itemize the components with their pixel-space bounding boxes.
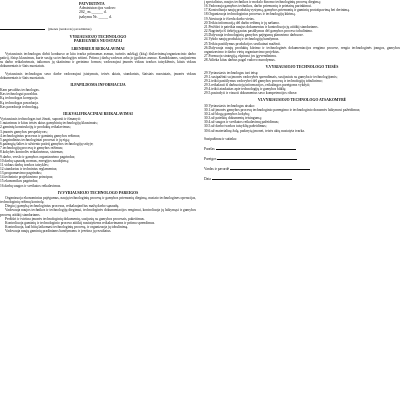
section-4-paragraph: Vadovauja naujų gaminių pradiniams bandymams ir įvertina jų rezultatus. (5, 229, 112, 234)
section-4-paragraph: Organizuoja ekonominius pajėgumus, naujų technologinių procesų ir gamybos priemonių diegimą, nustato technologines operacijas, technologinių režimų kontrolę. (0, 195, 196, 205)
section-3-item: 4.technologinius procesus ir gaminių gamybos režimus; (0, 133, 81, 138)
section-3-item: 7.technologijų procesų ir gamybos režimus; (0, 146, 63, 151)
section-4-paragraph: Kontroliuoja, kad būtų laikomasi technologinių procesų, ir organizuoja jų tobulinimą. (5, 225, 129, 230)
section-2-item: Kas technologui pavaldus. (0, 92, 39, 97)
duty-item: 25.Teikia pasiūlymus produkcijos savikainai mažinti. (204, 41, 281, 46)
rights-item: 29.1.susipažinti su įmonės vadovybės sprendimais, susijusiais su gamyba ir technologijomis; (204, 74, 338, 79)
section-1-heading: I.BENDRIEJI REIKALAVIMAI (71, 46, 125, 51)
rights-item: 29.3.reikalauti iš darbuotojų informacijos, reikalingos pareigoms vykdyti; (204, 83, 311, 88)
sign-row-name (204, 167, 400, 171)
right-column (204, 0, 400, 400)
sign-row-signature (204, 147, 400, 151)
section-3-intro: Vyriausiasis technologas turi žinoti, suprasti ir išmanyti: (0, 117, 81, 122)
approval-order: įsakymu Nr. _____ d. (79, 14, 112, 19)
responsibility-item: 30.Vyriausiasis technologas atsako: (204, 103, 256, 108)
sign-label: Parašas (204, 146, 215, 151)
section-3-item: 14.techninio projektavimo principus; (0, 175, 54, 180)
section-3-item: 8.kokybės kontrolės reikalavimus, sistemas; (0, 150, 64, 155)
section-2-item: Ką technologas koreguoja. (0, 96, 39, 101)
section-4-paragraph: Peržiūri ir tvirtina įmonės technologinių dokumentų, susijusių su gamybos procesais, pakeitimus. (5, 216, 145, 221)
rights-item: 29.Vyriausiasis technologas turi teisę: (204, 70, 259, 75)
sign-label: Vardas ir pavardė (204, 167, 230, 172)
title-line-2: PAREIGYBĖS NUOSTATAI (73, 39, 123, 44)
section-3-item: 3.įmonės gamybos perspektyvas; (0, 129, 48, 134)
section-3-item: 1.nutarimus ir kitus teisės aktus gamybinių technologijų klausimais; (0, 121, 98, 126)
approval-by: Administracijos vadovo (79, 6, 116, 11)
responsibility-item: 30.4.už saugos ir sveikatos reikalavimų pažeidimus; (204, 120, 279, 125)
section-1-text: Vyriausiasis technologas dirbti konkurso ar kita tvarka priimamas asmuo, turintis aukštąjį (kitą) išsilavinimą/organizacinio darbo patirtį, išsiųs klausimus, kurie susiję su technologijos sritimi. Priima į darbą vadovas arba jo įgaliotas asmuo. Kandidatams, susijusiems su darbo reikalavimais, taikomos jų skatinimo ir gerinimo formos; vadovaujasi įmonės vidaus tvarkos taisyklėmis, kitais vidaus dokumentais ir šiais nuostatais. (0, 51, 196, 69)
responsibility-item: 30.6.už materialinę žalą, padarytą įmonei, teisės aktų nustatyta tvarka. (204, 128, 305, 133)
section-6-heading: VI.VYRIAUSIOJO TECHNOLOGO ATSAKOMYBĖ (257, 98, 347, 103)
title-line-1: VYRIAUSIOJO TECHNOLOGO (69, 34, 127, 39)
date-line (212, 179, 292, 180)
company-caption-text: (įmonės (tendrovės) pavadinimas) (47, 26, 92, 31)
duty-item: 18.Organizuoja technologinius procesus ir technologijų kūrimą. (204, 12, 296, 17)
section-3-item: 15.ekonomikos pagrindus; (0, 179, 39, 184)
rights-item: 29.5.pasirašyti ir vizuoti dokumentus savo kompetencijos ribose. (204, 91, 298, 96)
section-3-item: 5.pagrindinius technologiniai procesai ir jų eigą; (0, 137, 70, 142)
duty-item: 28.Atlieka kitus darbus pagal vadovo nurodymus. (204, 58, 276, 63)
sign-row-position (204, 157, 400, 161)
section-2-item: Ką technologas pavaduoja. (0, 100, 39, 105)
responsibility-item: 30.2.už blogą gamybos kokybę; (204, 112, 250, 116)
section-3-item: 16.darbų saugos ir sveikatos reikalavimus. (0, 183, 62, 188)
responsibility-item: 30.5.už darbo tvarkos taisyklių pažeidimus; (204, 124, 267, 129)
signature-line (216, 149, 296, 150)
duty-item: 20.Teikia informaciją dėl darbo režimų ir jų našumo. (204, 20, 280, 25)
duty-item: 27.Formuoja strategiją, rūpinasi jos įgyvendinimu. (204, 54, 277, 59)
company-caption (0, 27, 196, 31)
section-2-heading: II.PAPILDOMA INFORMACIJA (70, 82, 126, 87)
section-3-item: 12.standartus ir techninius reglamentus; (0, 166, 58, 171)
duty-item: 21.Peržiūri ir pateikia naujus dokumentus ir kontroliuoja jų atitiktį standartams. (204, 24, 319, 29)
approval-label: PATVIRTINTA (79, 2, 105, 6)
duty-item: 26.Dalyvauja naujų produktų kūrimo ir technologinės dokumentacijos rengimo procese, rengia technologinės įrangos, gamybos organizavimo ir darbo vietų organizavimo projektus. (204, 45, 400, 54)
section-2-item: Kam pavaldus technologas. (0, 88, 40, 93)
sign-label: Data (204, 177, 211, 182)
document-title (0, 35, 196, 44)
section-1-text-2: Vyriausiasis technologas savo darbe vadovaujasi įstatymais, teisės aktais, standartais, šiaisiais nuostatais, įmonės vidaus dokumentais ir šiais nuostatais. (0, 71, 196, 80)
section-4-paragraph: Vadovauja naujos technikos ir technologijų diegimui, technologinės dokumentacijos rengimui, kontroliuoja jų laikymąsi ir gamybos procesų atitiktį standartams. (0, 208, 196, 217)
sign-row-date (204, 177, 400, 181)
responsibility-item: 30.1.už įmonės gamybos procesų technologinio parengimo ir technologinio drausmės laikymosi pažeidimus; (204, 107, 361, 112)
responsibility-item: 30.3.už pateiktų dokumentų teisingumą; (204, 116, 262, 121)
duty-item: 17.Kontroliuoja naujų produktų vystymą, gamybos priemonių ir gaminių prototipavimą bei derinimą. (204, 8, 350, 13)
left-column (0, 0, 196, 400)
section-3-item: 6.pažangią šalies ir užsienio patirtį gamybos technologijų srityje; (0, 142, 94, 147)
duty-item: 19.Atestuoja ir išveda darbo vietas. (204, 16, 255, 21)
approval-date: 202_ m.______ d. (79, 10, 107, 15)
name-line (230, 169, 310, 170)
sign-intro: Susipažinau ir sutinku: (204, 136, 237, 141)
duty-item: 24.Vykdo naujų produktų ir technologijų bandymus. (204, 37, 280, 42)
section-5-heading: V.VYRIAUSIOJO TECHNOLOGO TEISĖS (265, 65, 339, 70)
approval-block (79, 0, 189, 19)
section-4-heading: IV.VYRIAUSIOJO TECHNOLOGO PAREIGOS (57, 190, 139, 195)
company-name-line (0, 29, 45, 30)
section-3-heading: III.KVALIFIKACINIAI REIKALAVIMAI (63, 111, 133, 116)
signature-block (204, 137, 400, 182)
duty-item: 23.Dalyvauja technologinių gamybos pajėgumų planavimo darbuose. (204, 33, 304, 38)
position-line (217, 159, 297, 160)
section-3-item: 11.vidaus darbų tvarkos taisykles; (0, 162, 49, 167)
section-3-item: 10.darbų sąnaudų normas, energijos naudojimą; (0, 158, 69, 163)
sign-label: Pareigos (204, 157, 217, 162)
section-3-item: 9.darbo, verslo ir gamybos organizavimo pagrindus; (0, 154, 76, 159)
duty-item: 16.Vadovauja gamybos technikos, darbo priemonių ir prietaisų parinkimui. (204, 4, 312, 9)
section-3-item: 2.gaminių konstrukcijų ir produktų reikalavimus; (0, 125, 71, 130)
duty-item: į specialistus, naujos technikos ir mokslo žinomo technologinių procesų diegimą; (204, 0, 321, 4)
section-3-item: 13.programavimo pagrindus; (0, 171, 42, 176)
rights-item: 29.2.teikti pasiūlymus vadovybei dėl gamybos procesų ir technologijų tobulinimo; (204, 78, 323, 83)
section-4-paragraph: Diegia į gamybą technologinius procesus, reikalaujančius mažų darbo sąnaudų. (5, 204, 120, 209)
section-2-item: Kas pavaduoja technologą. (0, 104, 39, 109)
section-4-paragraph: Kontroliuoja gaminių ir technologinio proceso atitiktį nustatytiems reikalavimams ir priima sprendimus. (5, 220, 156, 225)
duty-item: 22.Nagrinėja iš tiekėjų gautus pasiūlymus dėl gamybos proceso tobulinimo. (204, 29, 313, 34)
rights-item: 29.4.teikti ataskaitas apie technologijų ir gamybos būklę; (204, 87, 287, 92)
